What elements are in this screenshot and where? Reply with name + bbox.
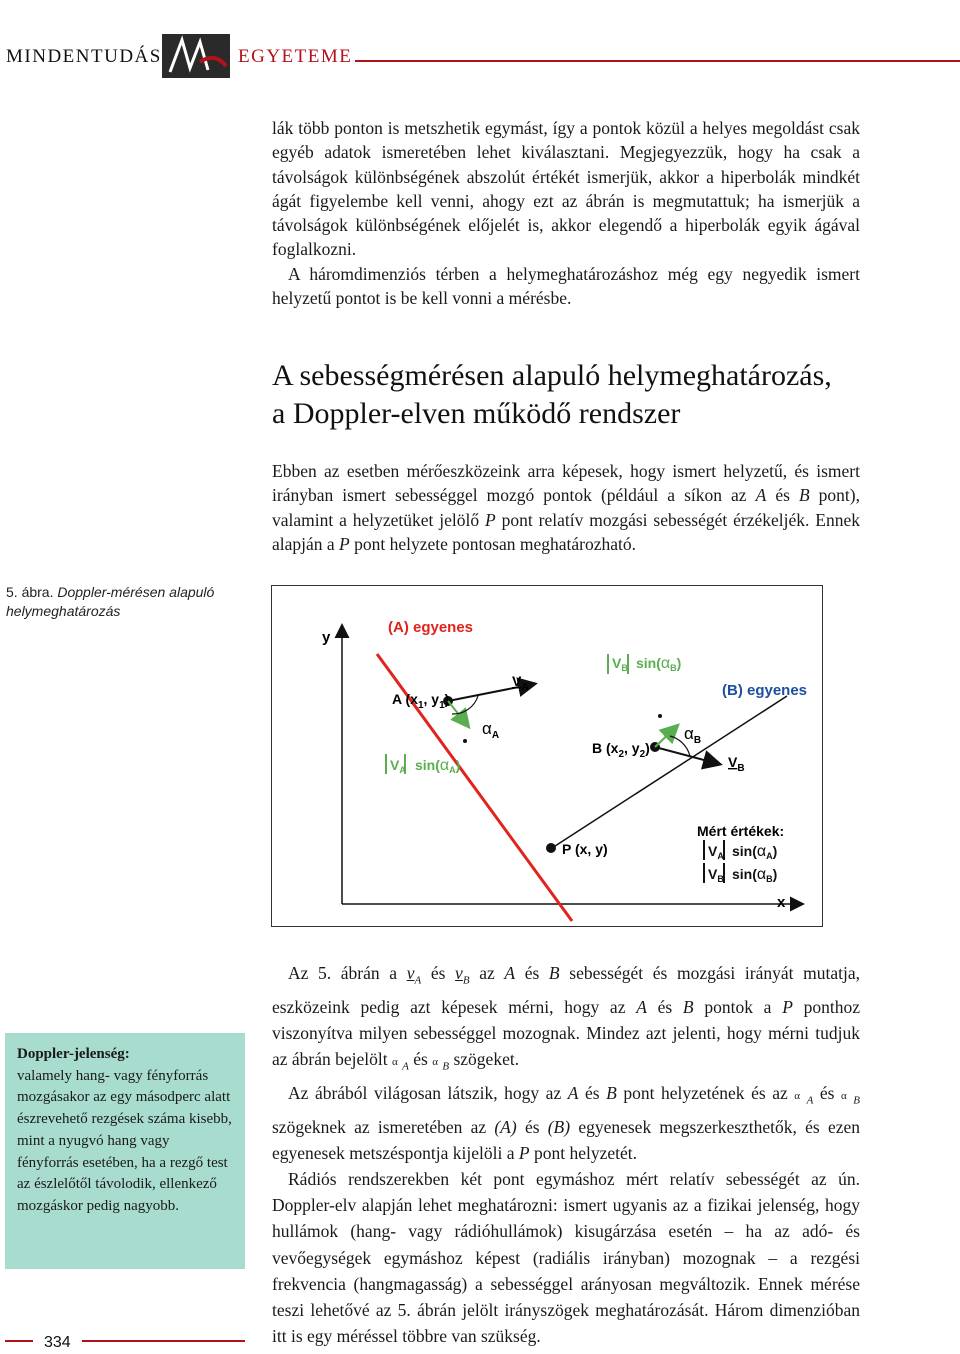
green-component-b <box>655 726 677 747</box>
point-p <box>546 843 556 853</box>
measured-vb <box>704 863 777 884</box>
svg-text:VA: $V_A$ <box>708 843 724 861</box>
doppler-diagram <box>272 586 822 926</box>
y-axis-label: y <box>322 629 331 646</box>
page-number: 334 <box>44 1334 71 1351</box>
measured-title: Mért értékek: <box>697 823 785 839</box>
header-title-right: EGYETEME <box>238 46 353 67</box>
svg-text:sin(αA): $\sin(\alpha_A)$ <box>732 843 778 861</box>
va-label: $V_A$ <box>512 673 529 693</box>
x-axis-label: x <box>777 894 786 911</box>
caption-text: Doppler-mérésen alapuló helymeghatározás <box>6 584 215 619</box>
heading-line: a Doppler-elven működő rendszer <box>272 397 681 430</box>
line-b-label: (B) egyenes <box>722 682 808 699</box>
measured-va <box>704 840 777 861</box>
svg-text:VB: $V_B$ <box>612 655 628 673</box>
vb-label: $V_B$ <box>728 754 745 774</box>
footer-rule <box>5 1340 33 1342</box>
svg-text:sin(αB): $\sin(\alpha_B)$ <box>636 655 682 673</box>
line-a-label: (A) egyenes <box>388 619 474 636</box>
header-rule <box>355 60 960 62</box>
svg-text:sin(αA): $\sin(\alpha_A)$ <box>415 757 461 775</box>
paragraph: Az 5. ábrán a $v_A$ és $v_B$ az A és B sebességét és mozgási irányát mutatja, eszközeink pedig azt képesek mérni, hogy az A és B pontok a P ponthoz viszonyítva milyen sebességgel mozognak. Mindez azt jelenti, hogy mérni tudjuk az ábrán bejelölt α $_A$ és α $_B$ szögeket. <box>272 963 860 1073</box>
paragraph: Ebben az esetben mérőeszközeink arra képesek, hogy ismert helyzetű, és ismert irányban ismert sebességgel mozgó pontok (például a síkon az A és B pont), valamint a helyzetüket jelölő P pont relatív mozgási sebességét érzékeljék. Ennek alapján a P pont helyzete pontosan meghatározható. <box>272 461 860 554</box>
heading-line: A sebességmérésen alapuló helymeghatározás, <box>272 359 832 392</box>
sidebar-title: Doppler-jelenség: <box>17 1046 130 1062</box>
svg-text:sin(αB): $\sin(\alpha_B)$ <box>732 866 778 884</box>
point-b-label: B ($x_2$, $y_2$) <box>592 740 650 760</box>
sidebar-text: valamely hang- vagy fényforrás mozgásakor az egy másodperc alatt észrevehető rezgések száma kisebb, mint a nyugvó hang vagy fényforrás esetében, ha a rezgő test az észlelőtől távolodik, ellenkező mozgáskor pedig nagyobb. <box>17 1067 232 1214</box>
body-text <box>272 960 860 1349</box>
va-sin-label <box>386 754 460 775</box>
footer-rule <box>82 1340 245 1342</box>
header-title-left: MINDENTUDÁS <box>6 46 162 67</box>
logo-icon <box>160 32 232 80</box>
right-angle-dot-b <box>658 714 662 718</box>
vb-sin-label <box>608 654 681 674</box>
paragraph: lák több ponton is metszhetik egymást, így a pontok közül a helyes megoldást csak egyéb adatok ismeretében lehet kiválasztani. Megjegyezzük, hogy ha csak a távolságok különbségének abszolút értékét ismerjük, akkor a hiperbolák mindkét ágát figyelembe kell venni, ahogy ezt az ábrán is megmutattuk; ha ismerjük a távolságok különbségének előjelét is, akkor elegendő a hiperbolák egyik ágával foglalkozni. <box>272 118 860 260</box>
section-intro <box>272 459 860 556</box>
alpha-a-label: $\alpha_A$ <box>482 719 500 741</box>
svg-text:VA: $V_A$ <box>390 757 406 775</box>
section-heading <box>272 357 912 433</box>
point-p-label: P (x, y) <box>562 841 608 857</box>
paragraph: A háromdimenziós térben a helymeghatározáshoz még egy negyedik ismert helyzetű pontot is be kell vonni a mérésbe. <box>272 263 860 309</box>
figure-caption <box>6 583 246 621</box>
svg-text:VB: $V_B$ <box>708 866 724 884</box>
paragraph: Rádiós rendszerekben két pont egymáshoz mért relatív sebességét az ún. Doppler-elv alapján lehet meghatározni: ismert ugyanis az a fizikai jelenség, hogy hullámok (hang- vagy rádióhullámok) kisugárzása esetén – ha az adó- és vevőegységek egymáshoz képest (radiális irányban) mozognak – a rezgési frekvencia (hangmagasság) a sebességgel arányosan megváltozik. Ennek mérése teszi lehetővé az 5. ábrán jelölt irányszögek meghatározását. Három dimenzióban itt is egy méréssel többre van szükség. <box>272 1168 860 1347</box>
sidebar-definition-box <box>5 1033 245 1269</box>
paragraph: Az ábrából világosan látszik, hogy az A és B pont helyzetének és az α $_A$ és α $_B$ szögeknek az ismeretében az (A) és (B) egyenesek megszerkeszthetők, és ezen egyenesek metszéspontja kijelöli a P pont helyzetét. <box>272 1082 861 1163</box>
point-a-label: A ($x_1$, $y_1$) <box>392 691 450 711</box>
alpha-b-label: $\alpha_B$ <box>684 724 702 746</box>
figure-box <box>271 585 823 927</box>
caption-number: 5. ábra. <box>6 584 54 600</box>
top-text <box>272 116 860 310</box>
right-angle-dot-a <box>463 739 467 743</box>
